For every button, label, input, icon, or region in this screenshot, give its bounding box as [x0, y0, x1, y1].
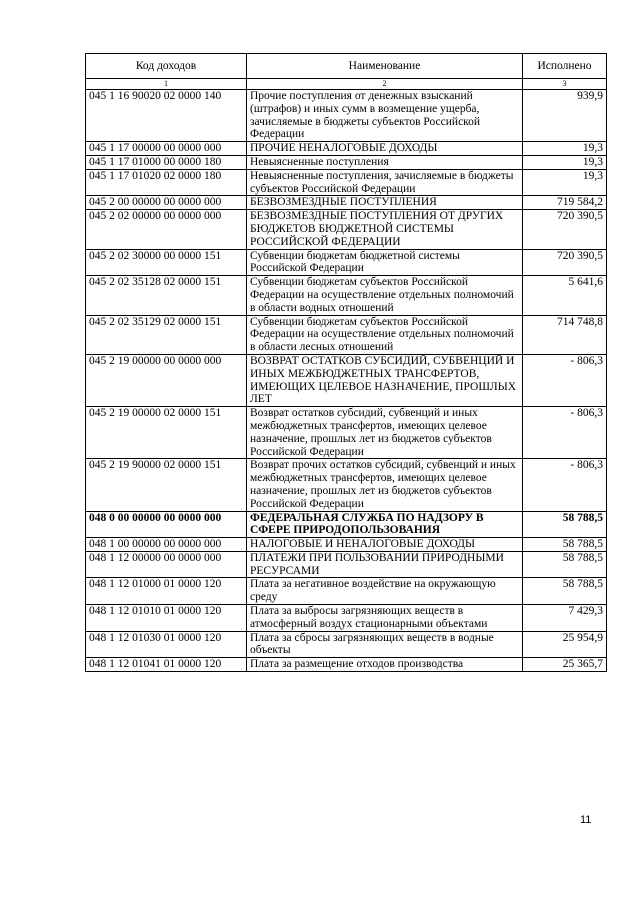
table-row	[86, 315, 607, 354]
row-value: 720 390,5	[523, 210, 607, 249]
table-row	[86, 169, 607, 196]
table-row	[86, 407, 607, 459]
table-row	[86, 605, 607, 632]
column-number: 2	[247, 79, 523, 90]
row-code: 045 1 17 01000 00 0000 180	[86, 155, 247, 169]
row-value: 19,3	[523, 155, 607, 169]
column-number: 1	[86, 79, 247, 90]
row-code: 048 1 12 01010 01 0000 120	[86, 605, 247, 632]
row-code: 045 2 02 30000 00 0000 151	[86, 249, 247, 276]
table-row	[86, 210, 607, 249]
row-code: 048 1 12 01030 01 0000 120	[86, 631, 247, 658]
row-name: Плата за размещение отходов производства	[247, 658, 523, 672]
table-row	[86, 155, 607, 169]
column-number: 3	[523, 79, 607, 90]
row-value: 7 429,3	[523, 605, 607, 632]
row-code: 045 2 19 00000 02 0000 151	[86, 407, 247, 459]
row-value: 25 954,9	[523, 631, 607, 658]
row-name: Возврат прочих остатков субсидий, субвенций и иных межбюджетных трансфертов, имеющих целевое назначение, прошлых лет из бюджетов субъектов Российской Федерации	[247, 459, 523, 511]
row-name: Прочие поступления от денежных взысканий (штрафов) и иных сумм в возмещение ущерба, зачисляемые в бюджеты субъектов Российской Федерации	[247, 90, 523, 142]
row-code: 045 1 17 01020 02 0000 180	[86, 169, 247, 196]
table-row	[86, 578, 607, 605]
table-row	[86, 538, 607, 552]
row-code: 045 2 19 90000 02 0000 151	[86, 459, 247, 511]
row-code: 045 2 00 00000 00 0000 000	[86, 196, 247, 210]
row-value: 58 788,5	[523, 578, 607, 605]
row-name: Плата за выбросы загрязняющих веществ в атмосферный воздух стационарными объектами	[247, 605, 523, 632]
row-value: - 806,3	[523, 407, 607, 459]
row-name: Плата за негативное воздействие на окружающую среду	[247, 578, 523, 605]
row-code: 048 1 00 00000 00 0000 000	[86, 538, 247, 552]
row-code: 045 2 02 35129 02 0000 151	[86, 315, 247, 354]
row-name: Возврат остатков субсидий, субвенций и иных межбюджетных трансфертов, имеющих целевое назначение, прошлых лет из бюджетов субъектов Российской Федерации	[247, 407, 523, 459]
row-code: 045 2 19 00000 00 0000 000	[86, 354, 247, 406]
row-code: 045 2 02 35128 02 0000 151	[86, 276, 247, 315]
row-code: 045 1 16 90020 02 0000 140	[86, 90, 247, 142]
row-value: 714 748,8	[523, 315, 607, 354]
header-executed: Исполнено	[523, 54, 607, 79]
row-value: 720 390,5	[523, 249, 607, 276]
row-value: 19,3	[523, 142, 607, 156]
row-code: 048 1 12 00000 00 0000 000	[86, 551, 247, 578]
revenue-table	[85, 53, 607, 672]
row-name: Невыясненные поступления, зачисляемые в бюджеты субъектов Российской Федерации	[247, 169, 523, 196]
row-name: БЕЗВОЗМЕЗДНЫЕ ПОСТУПЛЕНИЯ ОТ ДРУГИХ БЮДЖЕТОВ БЮДЖЕТНОЙ СИСТЕМЫ РОССИЙСКОЙ ФЕДЕРАЦИИ	[247, 210, 523, 249]
table-row	[86, 142, 607, 156]
table-header-row	[86, 54, 607, 79]
row-value: 5 641,6	[523, 276, 607, 315]
row-name: НАЛОГОВЫЕ И НЕНАЛОГОВЫЕ ДОХОДЫ	[247, 538, 523, 552]
row-value: 19,3	[523, 169, 607, 196]
table-row	[86, 658, 607, 672]
row-value: 58 788,5	[523, 511, 607, 538]
page-number: 11	[580, 814, 592, 826]
row-value: - 806,3	[523, 459, 607, 511]
column-number-row	[86, 79, 607, 90]
row-name: ПРОЧИЕ НЕНАЛОГОВЫЕ ДОХОДЫ	[247, 142, 523, 156]
row-name: Плата за сбросы загрязняющих веществ в водные объекты	[247, 631, 523, 658]
table-row	[86, 631, 607, 658]
row-value: - 806,3	[523, 354, 607, 406]
row-name: ФЕДЕРАЛЬНАЯ СЛУЖБА ПО НАДЗОРУ В СФЕРЕ ПРИРОДОПОЛЬЗОВАНИЯ	[247, 511, 523, 538]
row-code: 045 2 02 00000 00 0000 000	[86, 210, 247, 249]
row-value: 58 788,5	[523, 551, 607, 578]
row-value: 939,9	[523, 90, 607, 142]
table-row	[86, 459, 607, 511]
row-name: Субвенции бюджетам субъектов Российской Федерации на осуществление отдельных полномочий в области водных отношений	[247, 276, 523, 315]
row-code: 048 1 12 01000 01 0000 120	[86, 578, 247, 605]
row-name: ПЛАТЕЖИ ПРИ ПОЛЬЗОВАНИИ ПРИРОДНЫМИ РЕСУРСАМИ	[247, 551, 523, 578]
table-row	[86, 551, 607, 578]
row-value: 719 584,2	[523, 196, 607, 210]
row-code: 048 1 12 01041 01 0000 120	[86, 658, 247, 672]
row-code: 045 1 17 00000 00 0000 000	[86, 142, 247, 156]
row-value: 25 365,7	[523, 658, 607, 672]
table-row	[86, 249, 607, 276]
row-name: Субвенции бюджетам бюджетной системы Российской Федерации	[247, 249, 523, 276]
header-name: Наименование	[247, 54, 523, 79]
table-row	[86, 354, 607, 406]
row-name: БЕЗВОЗМЕЗДНЫЕ ПОСТУПЛЕНИЯ	[247, 196, 523, 210]
table-row	[86, 90, 607, 142]
header-code: Код доходов	[86, 54, 247, 79]
row-name: ВОЗВРАТ ОСТАТКОВ СУБСИДИЙ, СУБВЕНЦИЙ И ИНЫХ МЕЖБЮДЖЕТНЫХ ТРАНСФЕРТОВ, ИМЕЮЩИХ ЦЕЛЕВОЕ НАЗНАЧЕНИЕ, ПРОШЛЫХ ЛЕТ	[247, 354, 523, 406]
table-row	[86, 276, 607, 315]
table-row	[86, 196, 607, 210]
table-row	[86, 511, 607, 538]
row-name: Субвенции бюджетам субъектов Российской Федерации на осуществление отдельных полномочий в области лесных отношений	[247, 315, 523, 354]
row-name: Невыясненные поступления	[247, 155, 523, 169]
row-code: 048 0 00 00000 00 0000 000	[86, 511, 247, 538]
row-value: 58 788,5	[523, 538, 607, 552]
